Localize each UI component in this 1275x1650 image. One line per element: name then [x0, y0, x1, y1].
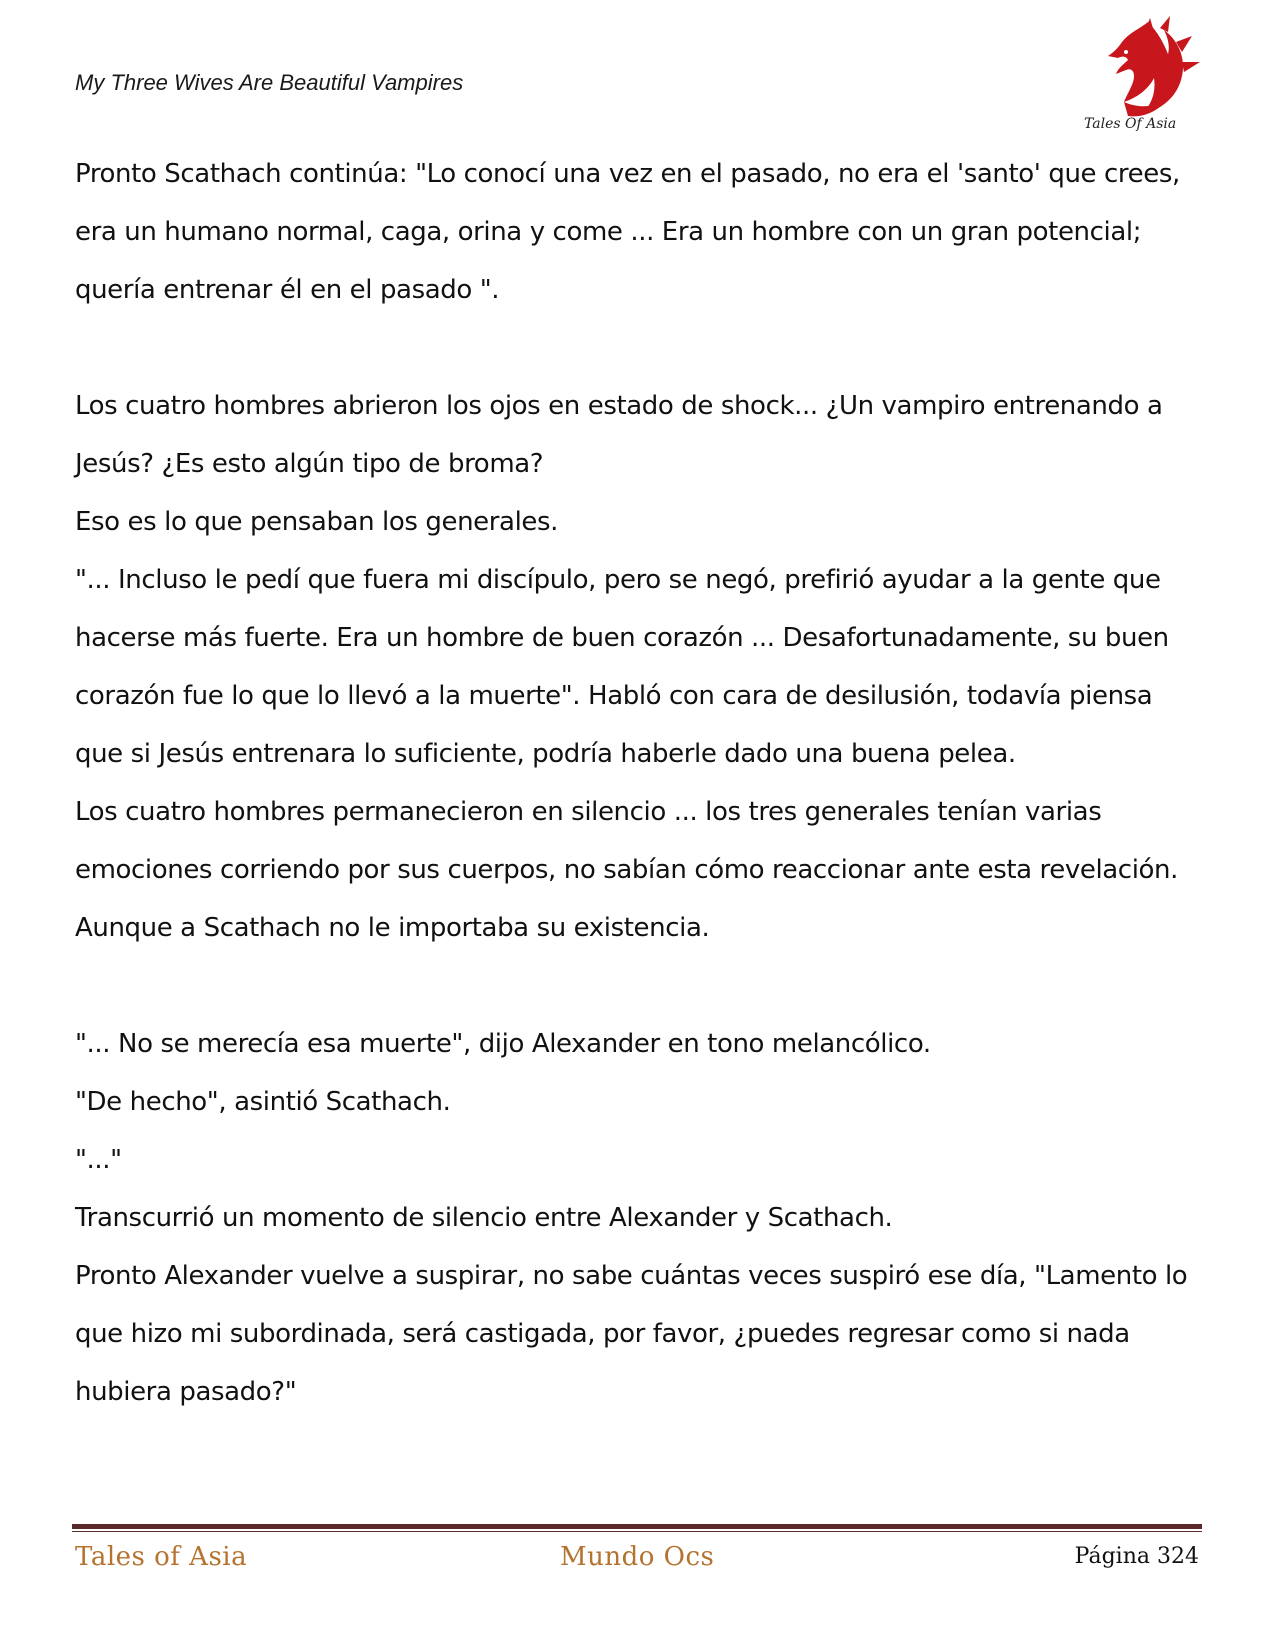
text-line: hacerse más fuerte. Era un hombre de buen corazón ... Desafortunadamente, su buen	[75, 623, 1169, 653]
text-line: "... Incluso le pedí que fuera mi discípulo, pero se negó, prefirió ayudar a la gente que	[75, 565, 1161, 595]
text-line: emociones corriendo por sus cuerpos, no sabían cómo reaccionar ante esta revelación.	[75, 855, 1178, 885]
footer-divider	[72, 1524, 1202, 1529]
logo-text: Tales Of Asia	[1084, 116, 1177, 132]
paragraph-gap	[75, 957, 1200, 1015]
text-line: era un humano normal, caga, orina y come ... Era un hombre con un gran potencial;	[75, 217, 1142, 247]
text-line: Aunque a Scathach no le importaba su existencia.	[75, 913, 710, 943]
text-line: "..."	[75, 1145, 122, 1175]
footer-site-name: Tales of Asia	[75, 1542, 248, 1572]
body-text	[75, 145, 1200, 1421]
book-title: My Three Wives Are Beautiful Vampires	[75, 70, 464, 95]
text-line: Jesús? ¿Es esto algún tipo de broma?	[75, 449, 544, 479]
text-line: Transcurrió un momento de silencio entre Alexander y Scathach.	[75, 1203, 893, 1233]
text-line: que hizo mi subordinada, será castigada, por favor, ¿puedes regresar como si nada	[75, 1319, 1130, 1349]
text-line: corazón fue lo que lo llevó a la muerte". Habló con cara de desilusión, todavía piensa	[75, 681, 1153, 711]
text-line: "De hecho", asintió Scathach.	[75, 1087, 451, 1117]
text-line: Eso es lo que pensaban los generales.	[75, 507, 558, 537]
text-line: Los cuatro hombres permanecieron en silencio ... los tres generales tenían varias	[75, 797, 1102, 827]
footer-translator: Mundo Ocs	[560, 1542, 715, 1572]
paragraph-gap	[75, 319, 1200, 377]
text-line: hubiera pasado?"	[75, 1377, 297, 1407]
text-line: Pronto Alexander vuelve a suspirar, no sabe cuántas veces suspiró ese día, "Lamento lo	[75, 1261, 1188, 1291]
text-line: Los cuatro hombres abrieron los ojos en estado de shock... ¿Un vampiro entrenando a	[75, 391, 1163, 421]
page-number: Página 324	[1074, 1544, 1199, 1569]
footer-divider-thin	[72, 1531, 1202, 1532]
text-line: quería entrenar él en el pasado ".	[75, 275, 500, 305]
text-line: que si Jesús entrenara lo suficiente, podría haberle dado una buena pelea.	[75, 739, 1016, 769]
text-line: "... No se merecía esa muerte", dijo Alexander en tono melancólico.	[75, 1029, 931, 1059]
text-line: Pronto Scathach continúa: "Lo conocí una vez en el pasado, no era el 'santo' que crees,	[75, 159, 1180, 189]
